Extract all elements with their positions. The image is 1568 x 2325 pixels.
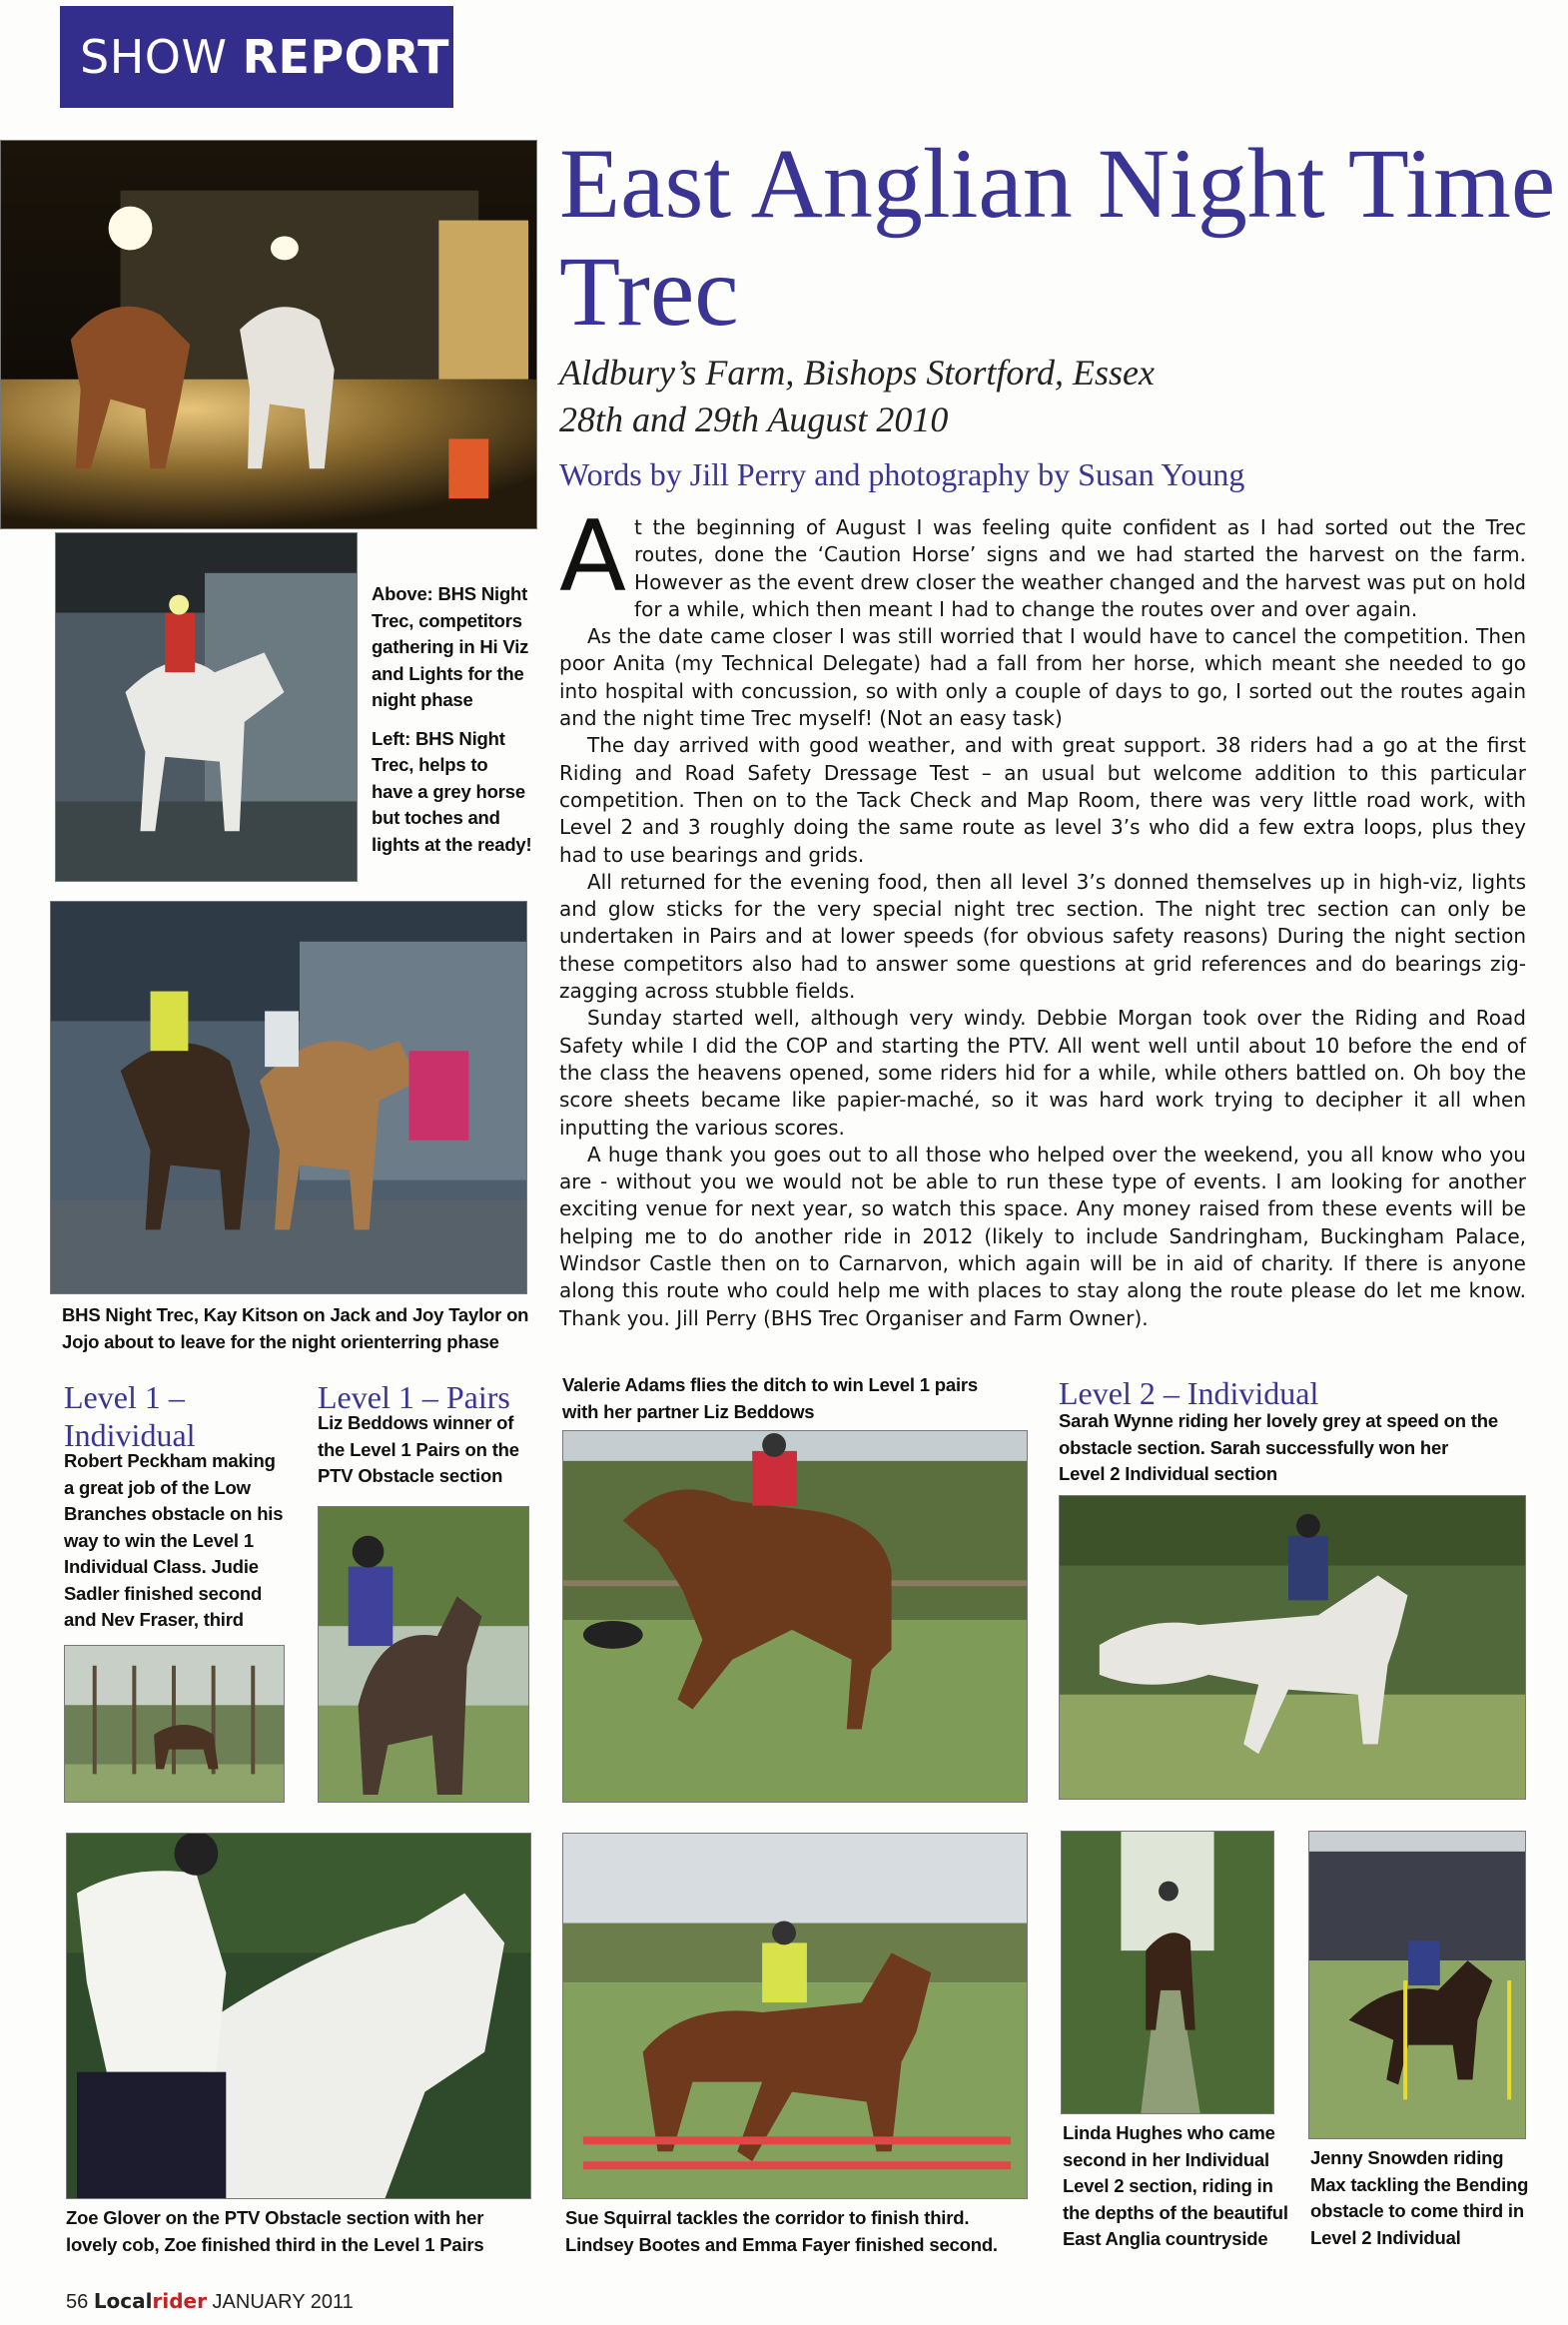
photo-countryside-trail — [1061, 1831, 1274, 2114]
paragraph: As the date came closer I was still worried that I would have to cancel the competition. Then poor Anita (my Technical Delegate) had a fall from her horse, which meant she needed to go into hospital with concussion, so with only a couple of days to go, I sorted out the routes again and the night time Trec myself! (Not an easy task) — [559, 624, 1526, 731]
article-body — [559, 500, 1526, 1332]
photo-night-arena — [0, 140, 537, 529]
tab-bold-text: REPORT — [242, 30, 450, 84]
photo-liz-beddows — [318, 1506, 529, 1803]
tab-light-text: SHOW — [80, 30, 243, 84]
paragraph: Sunday started well, although very windy. Debbie Morgan took over the Riding and Road Safety while I did the COP and starting the PTV. All went well until about 10 before the end of the class the heavens opened, some riders hid for a while, while others battled on. Oh boy the score sheets became like papier-maché, so it was hard work trying to decipher it all when inputting the various scores. — [559, 1006, 1526, 1140]
caption-above: Above: BHS Night Trec, competitors gathering in Hi Viz and Lights for the night phase — [372, 583, 529, 710]
caption-hughes: Linda Hughes who came second in her Individual Level 2 section, riding in the depths of the beautiful East Anglia countryside — [1063, 2122, 1288, 2249]
magazine-brand: Localrider — [93, 2289, 207, 2313]
article-subtitle — [559, 350, 1558, 443]
caption-beddows: Liz Beddows winner of the Level 1 Pairs on the PTV Obstacle section — [318, 1412, 519, 1486]
article-byline: Words by Jill Perry and photography by Susan Young — [559, 456, 1245, 492]
section-heading-l1-individual: Level 1 – Individual — [64, 1379, 196, 1453]
paragraph: All returned for the evening food, then all level 3’s donned themselves up in high-viz, lights and glow sticks for the very special night trec section. The night trec section can only be undertaken in Pairs and at lower speeds (for obvious safety reasons) During the night section these competitors also had to answer some questions at grid references and do bearings zig-zagging across stubble fields. — [559, 869, 1526, 1004]
photo-zoe-glover — [66, 1833, 531, 2199]
photo-corridor — [562, 1833, 1028, 2199]
section-heading-l1-pairs: Level 1 – Pairs — [318, 1379, 510, 1415]
photo-ditch-jump — [562, 1430, 1028, 1803]
caption-squirral: Sue Squirral tackles the corridor to finish third. Lindsey Bootes and Emma Fayer finished second. — [565, 2207, 998, 2255]
subtitle-dates: 28th and 29th August 2010 — [559, 399, 949, 439]
subtitle-location: Aldbury’s Farm, Bishops Stortford, Essex — [559, 353, 1156, 392]
page-footer — [66, 2289, 354, 2314]
caption-night-pair: BHS Night Trec, Kay Kitson on Jack and Joy Taylor on Jojo about to leave for the night orienterring phase — [62, 1304, 529, 1352]
photo-bending-obstacle — [1308, 1831, 1526, 2139]
photo-night-pair — [50, 901, 527, 1294]
caption-snowden: Jenny Snowden riding Max tackling the Bending obstacle to come third in Level 2 Individual — [1310, 2147, 1529, 2248]
section-heading-l2-individual: Level 2 – Individual — [1059, 1375, 1319, 1411]
caption-glover: Zoe Glover on the PTV Obstacle section with her lovely cob, Zoe finished third in the Level 1 Pairs — [66, 2207, 484, 2255]
section-tab — [60, 6, 453, 108]
paragraph: At the beginning of August I was feeling quite confident as I had sorted out the Trec routes, done the ‘Caution Horse’ signs and we had started the harvest on the farm. However as the event drew closer the weather changed and the harvest was put on hold for a while, which then meant I had to change the routes over and over again. — [559, 500, 1526, 621]
drop-cap: A — [559, 500, 627, 614]
caption-left: Left: BHS Night Trec, helps to have a grey horse but toches and lights at the ready! — [372, 727, 532, 855]
page-number: 56 — [66, 2291, 89, 2313]
paragraph: The day arrived with good weather, and with great support. 38 riders had a go at the first Riding and Road Safety Dressage Test – an usual but welcome addition to this particular competition. Then on to the Tack Check and Map Room, there was very little road work, with Level 2 and 3 roughly doing the same route as level 3’s who did a few extra loops, plus they had to use bearings and grids. — [559, 733, 1526, 867]
caption-above-left — [372, 581, 533, 858]
photo-low-branches — [64, 1645, 285, 1803]
photo-grey-horse — [55, 532, 358, 882]
issue-date: JANUARY 2011 — [212, 2291, 354, 2313]
paragraph: A huge thank you goes out to all those who helped over the weekend, you all know who you are - without you we would not be able to run these type of events. I am looking for another exciting venue for next year, so watch this space. Any money raised from these events will be helping me to do another ride in 2012 (likely to include Sandringham, Buckingham Palace, Windsor Castle then on to Carnarvon, which again will be in aid of charity. If there is anyone along this route who could help me with places to stay along the route please do let me know. Thank you. Jill Perry (BHS Trec Organiser and Farm Owner). — [559, 1142, 1526, 1330]
photo-grey-at-speed — [1059, 1495, 1526, 1800]
article-title: East Anglian Night Time Trec — [559, 128, 1556, 347]
caption-wynne: Sarah Wynne riding her lovely grey at speed on the obstacle section. Sarah successfully won her Level 2 Individual section — [1059, 1410, 1498, 1484]
caption-adams: Valerie Adams flies the ditch to win Level 1 pairs with her partner Liz Beddows — [562, 1374, 978, 1422]
caption-peckham: Robert Peckham making a great job of the Low Branches obstacle on his way to win the Level 1 Individual Class. Judie Sadler finished second and Nev Fraser, third — [64, 1450, 284, 1630]
